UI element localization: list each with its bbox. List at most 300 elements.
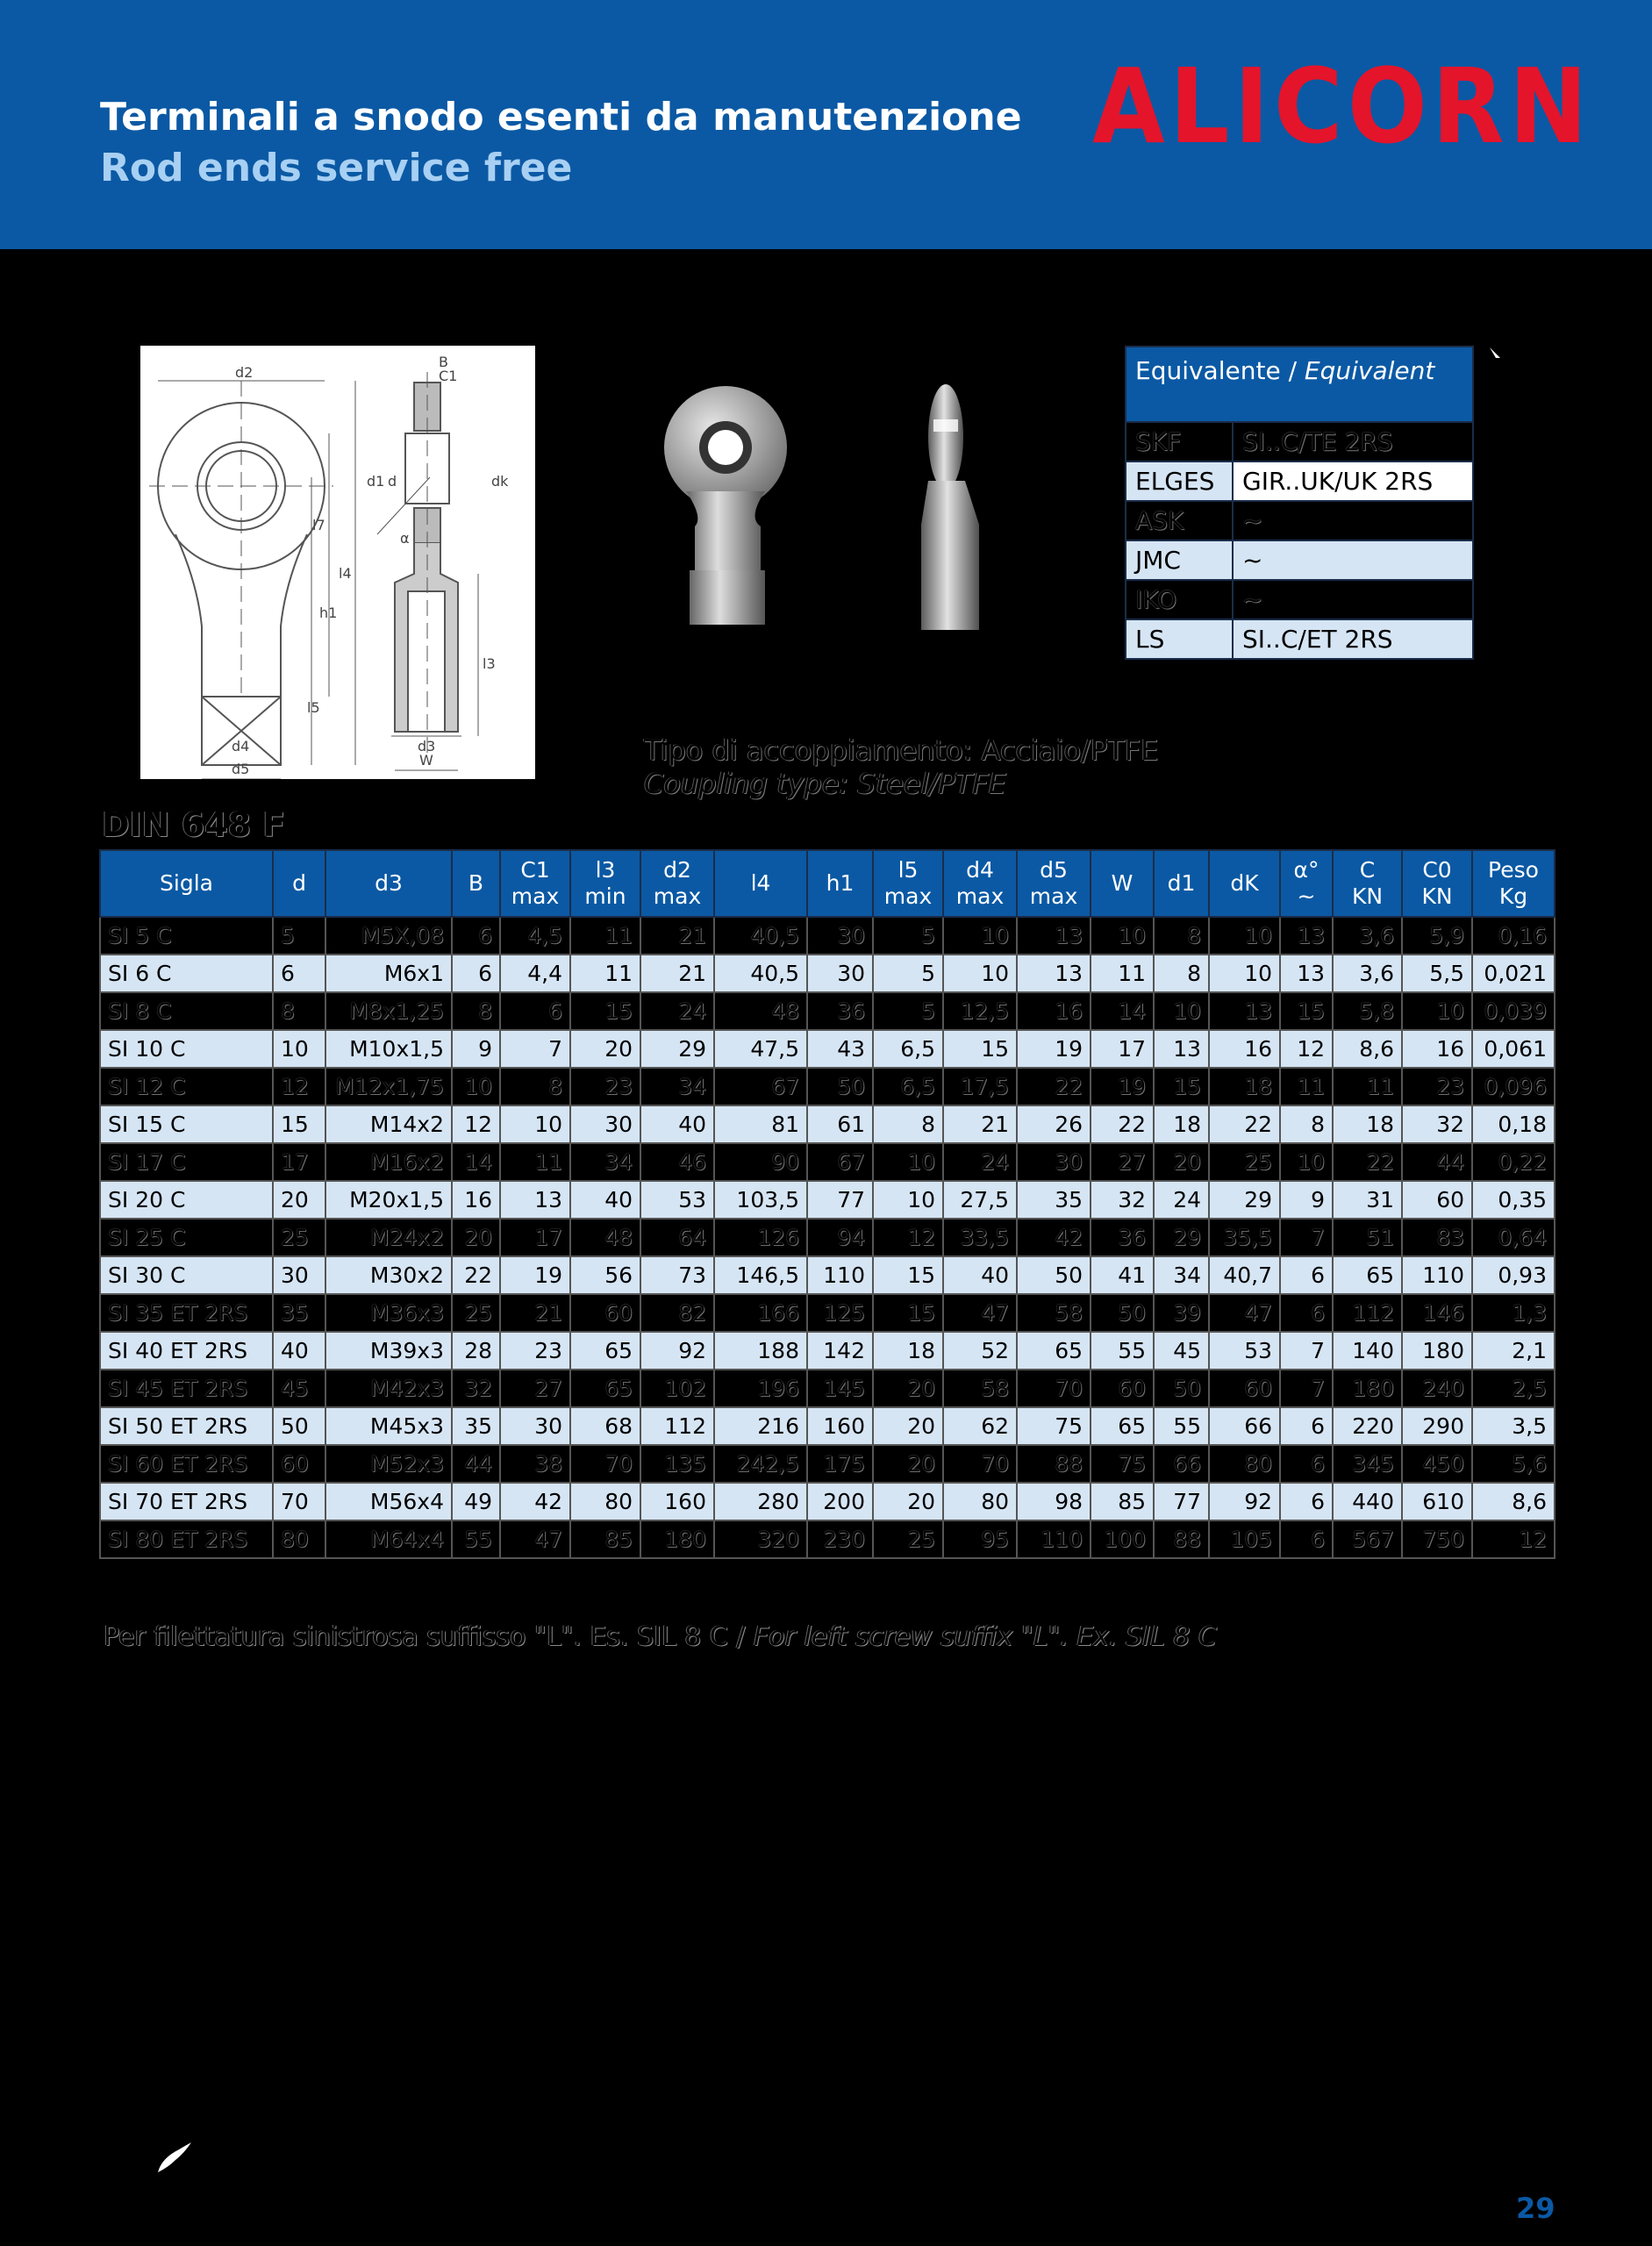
table-row [100, 1219, 1555, 1256]
label-l3: l3 [483, 655, 496, 672]
table-cell: 6 [1280, 1294, 1333, 1332]
table-cell: 10 [1402, 992, 1472, 1030]
table-cell: 5 [873, 917, 943, 955]
table-row [100, 1181, 1555, 1219]
table-cell: 0,039 [1472, 992, 1555, 1030]
alicorn-logo [1088, 56, 1597, 153]
column-header-line: max [883, 883, 933, 909]
table-cell: 90 [714, 1143, 807, 1181]
table-cell: 16 [1209, 1030, 1280, 1068]
table-cell: 610 [1402, 1483, 1472, 1520]
table-cell: 66 [1154, 1445, 1209, 1483]
table-cell: 10 [1091, 917, 1154, 955]
table-cell: 166 [714, 1294, 807, 1332]
table-cell: 85 [570, 1520, 640, 1558]
column-header-line: d1 [1167, 870, 1196, 896]
table-cell: M64x4 [325, 1520, 452, 1558]
label-d3: d3 [418, 738, 436, 755]
equivalent-brand: JMC [1126, 540, 1233, 580]
technical-drawing [140, 346, 535, 779]
table-cell: 17 [1091, 1030, 1154, 1068]
table-cell: 75 [1091, 1445, 1154, 1483]
table-cell: 196 [714, 1370, 807, 1407]
table-cell: 280 [714, 1483, 807, 1520]
table-row [100, 1294, 1555, 1332]
table-cell: 22 [1333, 1143, 1402, 1181]
table-cell: 88 [1154, 1520, 1209, 1558]
table-cell: 290 [1402, 1407, 1472, 1445]
equivalent-code: ~ [1233, 580, 1473, 619]
table-cell: 35,5 [1209, 1219, 1280, 1256]
column-header-line: Sigla [160, 870, 213, 896]
table-cell: 12 [452, 1105, 500, 1143]
column-header-line: Peso [1488, 857, 1539, 883]
table-cell: 21 [500, 1294, 570, 1332]
table-cell: 142 [807, 1332, 873, 1370]
table-cell: 18 [1209, 1068, 1280, 1105]
table-cell: 112 [1333, 1294, 1402, 1332]
table-cell: 13 [1280, 917, 1333, 955]
table-cell: M20x1,5 [325, 1181, 452, 1219]
table-row [100, 1483, 1555, 1520]
table-row [100, 1445, 1555, 1483]
table-cell: 12 [1472, 1520, 1555, 1558]
table-row [100, 1520, 1555, 1558]
table-cell: 20 [873, 1370, 943, 1407]
table-cell: 80 [570, 1483, 640, 1520]
table-cell: 100 [1091, 1520, 1154, 1558]
table-cell: 0,18 [1472, 1105, 1555, 1143]
rod-end-photo-side [909, 384, 988, 633]
table-cell: 8 [273, 992, 325, 1030]
table-cell: M52x3 [325, 1445, 452, 1483]
table-row [100, 1030, 1555, 1068]
part-code-cell: SI 6 C [100, 955, 273, 992]
table-cell: 0,096 [1472, 1068, 1555, 1105]
coupling-type-en: Coupling type: Steel/PTFE [644, 767, 1006, 800]
table-cell: 30 [273, 1256, 325, 1294]
part-code-cell: SI 10 C [100, 1030, 273, 1068]
column-header [452, 850, 500, 917]
table-cell: 65 [1333, 1256, 1402, 1294]
part-code-cell: SI 25 C [100, 1219, 273, 1256]
table-cell: 36 [807, 992, 873, 1030]
table-cell: 5 [873, 955, 943, 992]
table-cell: 23 [1402, 1068, 1472, 1105]
table-cell: 3,6 [1333, 955, 1402, 992]
label-d1: d1 [367, 473, 385, 490]
column-header [570, 850, 640, 917]
table-cell: 10 [1209, 955, 1280, 992]
table-cell: 10 [452, 1068, 500, 1105]
table-cell: 62 [943, 1407, 1017, 1445]
table-cell: 0,061 [1472, 1030, 1555, 1068]
table-cell: 52 [943, 1332, 1017, 1370]
equivalent-header-it: Equivalente / [1135, 356, 1305, 385]
part-code-cell: SI 70 ET 2RS [100, 1483, 273, 1520]
label-l7: l7 [312, 517, 325, 533]
table-cell: 146 [1402, 1294, 1472, 1332]
label-l4: l4 [339, 565, 352, 582]
table-cell: 12 [1280, 1030, 1333, 1068]
column-header-line: max [1029, 883, 1078, 909]
table-cell: 13 [1209, 992, 1280, 1030]
table-cell: 25 [1209, 1143, 1280, 1181]
table-cell: 30 [807, 917, 873, 955]
part-code-cell: SI 5 C [100, 917, 273, 955]
table-cell: 750 [1402, 1520, 1472, 1558]
table-cell: 70 [273, 1483, 325, 1520]
table-cell: 61 [807, 1105, 873, 1143]
part-code-cell: SI 50 ET 2RS [100, 1407, 273, 1445]
table-cell: 53 [1209, 1332, 1280, 1370]
table-cell: 10 [943, 955, 1017, 992]
column-header [1280, 850, 1333, 917]
table-cell: 102 [640, 1370, 714, 1407]
table-cell: 24 [1154, 1181, 1209, 1219]
table-cell: 55 [1154, 1407, 1209, 1445]
table-cell: 22 [1017, 1068, 1091, 1105]
table-cell: 140 [1333, 1332, 1402, 1370]
table-cell: 19 [1017, 1030, 1091, 1068]
table-cell: 0,35 [1472, 1181, 1555, 1219]
column-header-line: Kg [1498, 883, 1528, 909]
table-cell: 19 [1091, 1068, 1154, 1105]
table-cell: 18 [1333, 1105, 1402, 1143]
table-cell: 50 [807, 1068, 873, 1105]
table-cell: 22 [1209, 1105, 1280, 1143]
table-cell: 60 [1402, 1181, 1472, 1219]
table-cell: 66 [1209, 1407, 1280, 1445]
part-code-cell: SI 30 C [100, 1256, 273, 1294]
column-header-line: C1 [520, 857, 550, 883]
table-cell: 10 [943, 917, 1017, 955]
table-cell: 36 [1091, 1219, 1154, 1256]
part-code-cell: SI 20 C [100, 1181, 273, 1219]
table-cell: 5,8 [1333, 992, 1402, 1030]
table-cell: 103,5 [714, 1181, 807, 1219]
column-header-line: d [292, 870, 306, 896]
column-header-line: l3 [595, 857, 616, 883]
column-header-line: max [511, 883, 560, 909]
table-cell: M8x1,25 [325, 992, 452, 1030]
rod-end-photo-front [660, 377, 791, 640]
table-cell: 7 [1280, 1332, 1333, 1370]
table-cell: 40 [943, 1256, 1017, 1294]
table-cell: M45x3 [325, 1407, 452, 1445]
equivalent-code: ~ [1233, 501, 1473, 540]
table-cell: M12x1,75 [325, 1068, 452, 1105]
table-cell: 65 [570, 1332, 640, 1370]
table-cell: 9 [1280, 1181, 1333, 1219]
table-cell: 44 [1402, 1143, 1472, 1181]
table-cell: 50 [273, 1407, 325, 1445]
table-cell: 216 [714, 1407, 807, 1445]
table-cell: 40 [273, 1332, 325, 1370]
column-header [943, 850, 1017, 917]
standard-label: DIN 648 F [102, 805, 286, 844]
table-cell: 10 [500, 1105, 570, 1143]
table-cell: 21 [640, 917, 714, 955]
column-header [1333, 850, 1402, 917]
table-cell: M42x3 [325, 1370, 452, 1407]
equivalent-header [1126, 347, 1473, 422]
table-cell: 35 [452, 1407, 500, 1445]
table-cell: 20 [452, 1219, 500, 1256]
table-cell: 70 [1017, 1370, 1091, 1407]
table-cell: 33,5 [943, 1219, 1017, 1256]
table-cell: 6 [452, 955, 500, 992]
table-cell: 12 [273, 1068, 325, 1105]
equivalent-code: SI..C/TE 2RS [1233, 422, 1473, 461]
table-cell: 440 [1333, 1483, 1402, 1520]
equivalent-brand: LS [1126, 619, 1233, 659]
table-cell: M30x2 [325, 1256, 452, 1294]
table-cell: 42 [1017, 1219, 1091, 1256]
table-cell: 17 [273, 1143, 325, 1181]
table-cell: 60 [1209, 1370, 1280, 1407]
column-header-line: d5 [1040, 857, 1068, 883]
column-header [1472, 850, 1555, 917]
table-cell: 47 [500, 1520, 570, 1558]
table-cell: 10 [1280, 1143, 1333, 1181]
table-cell: 40,5 [714, 955, 807, 992]
table-cell: 92 [1209, 1483, 1280, 1520]
table-cell: 145 [807, 1370, 873, 1407]
table-cell: 65 [1017, 1332, 1091, 1370]
table-cell: 56 [570, 1256, 640, 1294]
equivalent-brand: ASK [1126, 501, 1233, 540]
coupling-type-it: Tipo di accoppiamento: Acciaio/PTFE [644, 733, 1159, 767]
part-code-cell: SI 40 ET 2RS [100, 1332, 273, 1370]
table-cell: 12 [873, 1219, 943, 1256]
table-cell: 7 [500, 1030, 570, 1068]
table-cell: 24 [943, 1143, 1017, 1181]
page-header [0, 0, 1652, 249]
table-cell: 2,1 [1472, 1332, 1555, 1370]
column-header [1091, 850, 1154, 917]
table-cell: 6 [1280, 1407, 1333, 1445]
table-cell: 49 [452, 1483, 500, 1520]
part-code-cell: SI 35 ET 2RS [100, 1294, 273, 1332]
left-thread-note [104, 1621, 1217, 1652]
table-cell: M10x1,5 [325, 1030, 452, 1068]
table-cell: 11 [1091, 955, 1154, 992]
table-cell: 16 [452, 1181, 500, 1219]
table-cell: 21 [943, 1105, 1017, 1143]
part-code-cell: SI 12 C [100, 1068, 273, 1105]
table-cell: 77 [807, 1181, 873, 1219]
column-header [640, 850, 714, 917]
table-cell: 6 [500, 992, 570, 1030]
table-cell: 46 [640, 1143, 714, 1181]
table-cell: 11 [1280, 1068, 1333, 1105]
table-cell: 105 [1209, 1520, 1280, 1558]
table-cell: 81 [714, 1105, 807, 1143]
table-cell: 18 [873, 1332, 943, 1370]
table-cell: 68 [570, 1407, 640, 1445]
table-cell: 58 [943, 1370, 1017, 1407]
column-header-line: α° [1293, 857, 1319, 883]
label-dk: dk [491, 473, 509, 490]
table-row [100, 1105, 1555, 1143]
table-cell: 320 [714, 1520, 807, 1558]
table-cell: 7 [1280, 1370, 1333, 1407]
table-cell: 25 [452, 1294, 500, 1332]
table-cell: 13 [1154, 1030, 1209, 1068]
table-cell: 27 [1091, 1143, 1154, 1181]
table-cell: 20 [273, 1181, 325, 1219]
table-cell: 16 [1402, 1030, 1472, 1068]
table-cell: 2,5 [1472, 1370, 1555, 1407]
note-en: For left screw suffix "L". Ex. SIL 8 C [754, 1621, 1217, 1652]
table-cell: 47 [943, 1294, 1017, 1332]
equivalent-brand: ELGES [1126, 461, 1233, 501]
table-cell: 20 [873, 1483, 943, 1520]
table-cell: 11 [570, 955, 640, 992]
table-cell: 8 [1154, 917, 1209, 955]
column-header-line: C [1359, 857, 1376, 883]
table-cell: 55 [452, 1520, 500, 1558]
column-header [1017, 850, 1091, 917]
table-cell: M36x3 [325, 1294, 452, 1332]
column-header [273, 850, 325, 917]
table-cell: 4,5 [500, 917, 570, 955]
table-cell: 23 [500, 1332, 570, 1370]
column-header-line: B [468, 870, 484, 896]
brand-text: ALICORN [1092, 56, 1592, 153]
table-cell: 70 [570, 1445, 640, 1483]
cursor-icon [1488, 346, 1509, 367]
table-cell: 110 [1017, 1520, 1091, 1558]
table-cell: 32 [452, 1370, 500, 1407]
table-cell: 50 [1017, 1256, 1091, 1294]
table-cell: 30 [807, 955, 873, 992]
table-cell: 4,4 [500, 955, 570, 992]
table-cell: 6 [452, 917, 500, 955]
table-cell: 15 [873, 1256, 943, 1294]
table-cell: 450 [1402, 1445, 1472, 1483]
table-cell: 5,5 [1402, 955, 1472, 992]
table-cell: 30 [1017, 1143, 1091, 1181]
table-cell: 15 [943, 1030, 1017, 1068]
table-cell: 65 [570, 1370, 640, 1407]
table-cell: 5 [873, 992, 943, 1030]
table-cell: 22 [452, 1256, 500, 1294]
table-row [100, 1407, 1555, 1445]
note-it: Per filettatura sinistrosa suffisso "L". Es. SIL 8 C / [104, 1621, 754, 1652]
table-cell: 30 [500, 1407, 570, 1445]
equivalent-header-en: Equivalent [1304, 356, 1435, 385]
table-cell: 8 [873, 1105, 943, 1143]
label-b: B [439, 354, 448, 370]
table-cell: 80 [273, 1520, 325, 1558]
column-header-line: d2 [663, 857, 691, 883]
table-cell: 8 [500, 1068, 570, 1105]
table-cell: 1,3 [1472, 1294, 1555, 1332]
column-header [807, 850, 873, 917]
table-cell: 10 [273, 1030, 325, 1068]
feather-icon [153, 2141, 195, 2176]
column-header-line: min [584, 883, 626, 909]
label-d4: d4 [232, 738, 250, 755]
table-cell: M16x2 [325, 1143, 452, 1181]
table-cell: 40 [570, 1181, 640, 1219]
column-header-line: KN [1421, 883, 1453, 909]
table-cell: 51 [1333, 1219, 1402, 1256]
table-cell: 20 [1154, 1143, 1209, 1181]
column-header-line: max [653, 883, 702, 909]
table-cell: 13 [1017, 917, 1091, 955]
table-cell: 345 [1333, 1445, 1402, 1483]
table-cell: 17,5 [943, 1068, 1017, 1105]
column-header [100, 850, 273, 917]
table-cell: 20 [873, 1445, 943, 1483]
table-cell: 24 [640, 992, 714, 1030]
table-cell: 88 [1017, 1445, 1091, 1483]
table-cell: 67 [714, 1068, 807, 1105]
table-cell: 32 [1402, 1105, 1472, 1143]
table-cell: 45 [1154, 1332, 1209, 1370]
table-cell: 47,5 [714, 1030, 807, 1068]
table-cell: 43 [807, 1030, 873, 1068]
table-cell: 28 [452, 1332, 500, 1370]
table-cell: 40,5 [714, 917, 807, 955]
table-cell: 85 [1091, 1483, 1154, 1520]
table-cell: 160 [807, 1407, 873, 1445]
column-header [1209, 850, 1280, 917]
label-w: W [419, 752, 433, 769]
equivalent-code: GIR..UK/UK 2RS [1233, 461, 1473, 501]
table-cell: 15 [1280, 992, 1333, 1030]
table-cell: 6 [1280, 1520, 1333, 1558]
table-cell: 180 [640, 1520, 714, 1558]
table-cell: 8 [1280, 1105, 1333, 1143]
table-cell: 25 [873, 1520, 943, 1558]
table-cell: 35 [273, 1294, 325, 1332]
table-cell: 40 [640, 1105, 714, 1143]
equivalent-code: ~ [1233, 540, 1473, 580]
table-cell: 146,5 [714, 1256, 807, 1294]
table-cell: M24x2 [325, 1219, 452, 1256]
table-cell: 180 [1333, 1370, 1402, 1407]
table-cell: 29 [640, 1030, 714, 1068]
table-cell: 55 [1091, 1332, 1154, 1370]
table-cell: 19 [500, 1256, 570, 1294]
column-header-line: l4 [750, 870, 771, 896]
table-cell: 27 [500, 1370, 570, 1407]
table-cell: 0,22 [1472, 1143, 1555, 1181]
table-cell: 48 [714, 992, 807, 1030]
table-cell: 45 [273, 1370, 325, 1407]
table-cell: 3,5 [1472, 1407, 1555, 1445]
table-cell: 22 [1091, 1105, 1154, 1143]
column-header [714, 850, 807, 917]
table-cell: 8,6 [1333, 1030, 1402, 1068]
column-header [1154, 850, 1209, 917]
table-cell: M6x1 [325, 955, 452, 992]
table-row [100, 1332, 1555, 1370]
table-cell: 230 [807, 1520, 873, 1558]
column-header-line: max [955, 883, 1005, 909]
table-cell: 175 [807, 1445, 873, 1483]
column-header-line: d4 [966, 857, 994, 883]
table-cell: 17 [500, 1219, 570, 1256]
table-cell: 0,64 [1472, 1219, 1555, 1256]
table-cell: 0,16 [1472, 917, 1555, 955]
table-cell: 40,7 [1209, 1256, 1280, 1294]
table-cell: 67 [807, 1143, 873, 1181]
